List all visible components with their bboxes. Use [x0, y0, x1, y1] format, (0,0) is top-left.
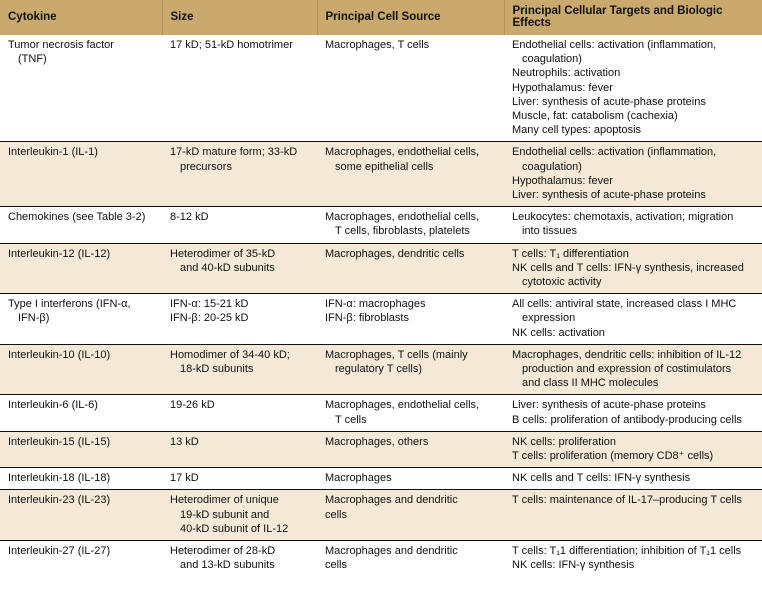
cytokine-cell — [0, 207, 162, 243]
effects-cell — [504, 431, 762, 467]
cell-line: Homodimer of 34-40 kD; — [170, 348, 290, 361]
table-row — [0, 344, 762, 395]
cell-line: regulatory T cells) — [335, 363, 423, 376]
cell-line: Macrophages and dendritic — [325, 494, 458, 507]
cell-line: Endothelial cells: activation (inflammation, — [512, 39, 717, 51]
cell-source-cell — [317, 541, 504, 577]
cell-line: Interleukin-10 (IL-10) — [8, 348, 111, 361]
cell-line: Macrophages, dendritic cells: inhibition of IL-12 — [512, 348, 742, 361]
cell-line: NK cells: IFN-γ synthesis — [512, 559, 635, 572]
cell-line: T cells: T₁ differentiation — [512, 247, 629, 260]
cell-line: IFN-β: 20-25 kD — [170, 312, 249, 325]
cell-line: Macrophages, endothelial cells, — [325, 211, 480, 224]
cytokine-cell — [0, 395, 162, 431]
cell-line: Endothelial cells: activation (inflammation, — [512, 146, 717, 159]
cell-line: Hypothalamus: fever — [512, 174, 613, 187]
cell-line: Heterodimer of 35-kD — [170, 247, 276, 260]
cytokine-cell — [0, 431, 162, 467]
cell-line: T cells, fibroblasts, platelets — [335, 225, 470, 238]
size-cell — [162, 35, 317, 142]
cell-line: Macrophages and dendritic — [325, 545, 458, 558]
cell-line: some epithelial cells — [335, 160, 434, 173]
cell-line: Muscle, fat: catabolism (cachexia) — [512, 110, 678, 123]
cell-line: precursors — [180, 160, 232, 173]
cytokine-cell — [0, 344, 162, 395]
cytokine-cell — [0, 490, 162, 541]
cell-line: Macrophages — [325, 472, 392, 485]
cell-source-cell — [317, 395, 504, 431]
size-cell — [162, 207, 317, 243]
header-cytokine: Cytokine — [0, 0, 162, 35]
header-size: Size — [162, 0, 317, 35]
cell-line: coagulation) — [522, 53, 582, 66]
cytokine-cell — [0, 142, 162, 207]
cell-line: NK cells and T cells: IFN-γ synthesis, increased — [512, 261, 744, 274]
cell-line: All cells: antiviral state, increased class I MHC — [512, 298, 737, 311]
cell-line: Hypothalamus: fever — [512, 81, 613, 94]
cell-source-cell — [317, 35, 504, 142]
cell-line: Leukocytes: chemotaxis, activation; migration — [512, 211, 734, 224]
cell-line: cells — [325, 508, 348, 521]
cell-line: Liver: synthesis of acute-phase proteins — [512, 189, 706, 202]
cell-line: IFN-α: 15-21 kD — [170, 298, 249, 311]
cell-line: expression — [522, 312, 576, 325]
cell-line: Liver: synthesis of acute-phase proteins — [512, 95, 706, 108]
cell-source-cell — [317, 294, 504, 345]
table-row — [0, 431, 762, 467]
cell-line: Interleukin-6 (IL-6) — [8, 399, 98, 412]
cell-line: NK cells and T cells: IFN-γ synthesis — [512, 472, 691, 485]
cell-line: coagulation) — [522, 160, 582, 173]
cell-line: Macrophages, T cells (mainly — [325, 348, 468, 361]
cytokine-cell — [0, 35, 162, 142]
size-cell — [162, 541, 317, 577]
effects-cell — [504, 294, 762, 345]
cell-line: cells — [325, 559, 348, 572]
cell-line: Interleukin-15 (IL-15) — [8, 435, 111, 448]
cytokine-cell — [0, 468, 162, 490]
cell-line: IFN-β) — [18, 312, 50, 325]
cell-line: Interleukin-18 (IL-18) — [8, 472, 111, 485]
cell-source-cell — [317, 490, 504, 541]
size-cell — [162, 344, 317, 395]
cell-line: Heterodimer of 28-kD — [170, 545, 276, 558]
cell-line: Liver: synthesis of acute-phase proteins — [512, 399, 706, 412]
effects-cell — [504, 468, 762, 490]
table-row — [0, 541, 762, 577]
table-row — [0, 142, 762, 207]
size-cell — [162, 431, 317, 467]
cell-line: Tumor necrosis factor — [8, 39, 114, 51]
cell-line: 17-kD mature form; 33-kD — [170, 146, 298, 159]
cell-line: 17 kD; 51-kD homotrimer — [170, 39, 293, 51]
cell-line: Macrophages, others — [325, 435, 429, 448]
table-row — [0, 490, 762, 541]
cell-line: Macrophages, endothelial cells, — [325, 399, 480, 412]
table-row — [0, 294, 762, 345]
cell-line: 19-kD subunit and — [180, 508, 270, 521]
cell-line: Interleukin-12 (IL-12) — [8, 247, 111, 260]
cell-line: T cells: T₁1 differentiation; inhibition of T₁1 cells — [512, 545, 742, 558]
cell-line: IFN-α: macrophages — [325, 298, 426, 311]
cell-line: Many cell types: apoptosis — [512, 124, 642, 137]
cell-line: 18-kD subunits — [180, 363, 254, 376]
size-cell — [162, 243, 317, 294]
cell-line: into tissues — [522, 225, 578, 238]
size-cell — [162, 468, 317, 490]
cell-source-cell — [317, 431, 504, 467]
cell-line: IFN-β: fibroblasts — [325, 312, 409, 325]
effects-cell — [504, 207, 762, 243]
cytokine-cell — [0, 243, 162, 294]
size-cell — [162, 490, 317, 541]
table-row — [0, 35, 762, 142]
cell-line: B cells: proliferation of antibody-producing cells — [512, 413, 742, 426]
cell-line: Heterodimer of unique — [170, 494, 279, 507]
table-row — [0, 207, 762, 243]
cell-source-cell — [317, 243, 504, 294]
cell-line: and class II MHC molecules — [522, 377, 659, 390]
cell-line: production and expression of costimulators — [522, 363, 732, 376]
effects-cell — [504, 490, 762, 541]
table-body — [0, 35, 762, 577]
size-cell — [162, 294, 317, 345]
cytokine-cell — [0, 294, 162, 345]
size-cell — [162, 395, 317, 431]
cell-line: 40-kD subunit of IL-12 — [180, 522, 289, 535]
effects-cell — [504, 541, 762, 577]
cell-line: Interleukin-1 (IL-1) — [8, 146, 98, 159]
effects-cell — [504, 35, 762, 142]
effects-cell — [504, 344, 762, 395]
cell-line: T cells: maintenance of IL-17–producing T cells — [512, 494, 742, 507]
size-cell — [162, 142, 317, 207]
cell-line: T cells: proliferation (memory CD8⁺ cells) — [512, 450, 714, 463]
effects-cell — [504, 395, 762, 431]
header-row — [0, 0, 762, 35]
cell-line: Macrophages, T cells — [325, 39, 430, 51]
cell-line: T cells — [335, 413, 367, 426]
cell-line: cytotoxic activity — [522, 276, 602, 289]
effects-cell — [504, 243, 762, 294]
cell-line: 17 kD — [170, 472, 199, 485]
cell-line: (TNF) — [18, 53, 47, 66]
cytokine-cell — [0, 541, 162, 577]
table-row — [0, 395, 762, 431]
cell-line: Interleukin-27 (IL-27) — [8, 545, 111, 558]
cell-line: NK cells: activation — [512, 326, 605, 339]
cell-line: Macrophages, dendritic cells — [325, 247, 465, 260]
header-cell-source: Principal Cell Source — [317, 0, 504, 35]
cell-source-cell — [317, 344, 504, 395]
cell-line: Chemokines (see Table 3-2) — [8, 211, 146, 224]
cell-line: Neutrophils: activation — [512, 67, 621, 80]
effects-cell — [504, 142, 762, 207]
cell-line: and 13-kD subunits — [180, 559, 275, 572]
cell-line: Type I interferons (IFN-α, — [8, 298, 131, 311]
header-targets-effects: Principal Cellular Targets and Biologic Effects — [504, 0, 762, 35]
cell-line: Macrophages, endothelial cells, — [325, 146, 480, 159]
cell-line: NK cells: proliferation — [512, 435, 616, 448]
cell-source-cell — [317, 468, 504, 490]
cell-line: 19-26 kD — [170, 399, 215, 412]
table-row — [0, 468, 762, 490]
cell-line: 8-12 kD — [170, 211, 209, 224]
cell-line: 13 kD — [170, 435, 199, 448]
table-row — [0, 243, 762, 294]
cell-line: Interleukin-23 (IL-23) — [8, 494, 111, 507]
cell-line: and 40-kD subunits — [180, 261, 275, 274]
cell-source-cell — [317, 207, 504, 243]
cell-source-cell — [317, 142, 504, 207]
